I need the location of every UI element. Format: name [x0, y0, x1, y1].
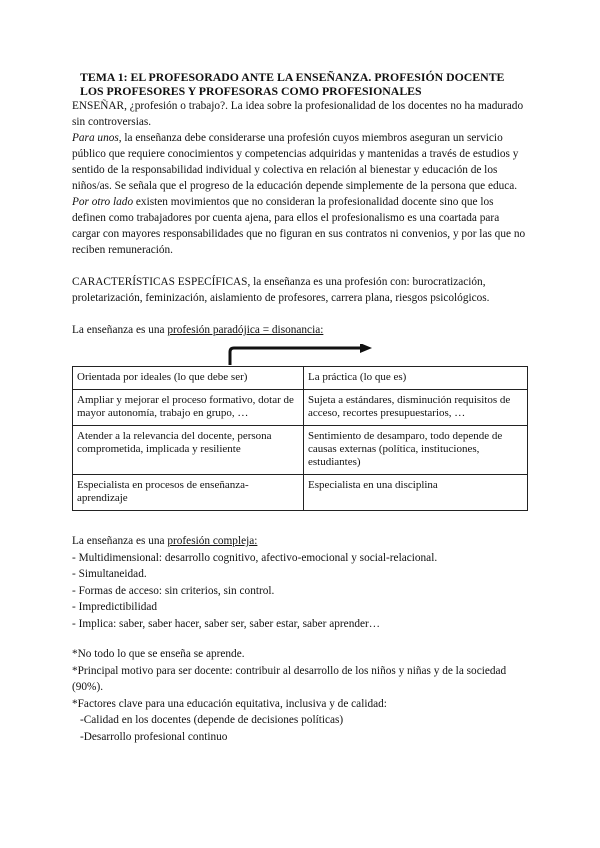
- compleja-heading: [72, 533, 528, 550]
- caracteristicas-paragraph: CARACTERÍSTICAS ESPECÍFICAS, la enseñanza es una profesión con: burocratización, proletarización, feminización, aislamiento de profesores, carrera plana, riesgos psicológicos.: [72, 276, 490, 304]
- otro-lado-text: existen movimientos que no consideran la profesionalidad docente sino que los definen como trabajadores por cuenta ajena, para ellos el profesionalismo es una coartada para cargar con mayores responsabilidades que no figuran en sus contratos ni convenios, y por las que no reciben remuneración.: [72, 196, 526, 256]
- intro-lead: ENSEÑAR, ¿profesión o trabajo?. La idea sobre la profesionalidad de los docentes no ha madurado sin controversias.: [72, 100, 524, 128]
- note-subitem: -Desarrollo profesional continuo: [80, 730, 228, 743]
- para-unos-label: Para unos: [72, 132, 119, 144]
- note-item: *Principal motivo para ser docente: contribuir al desarrollo de los niños y niñas y de la sociedad (90%).: [72, 664, 507, 693]
- para-unos-text: , la enseñanza debe considerarse una profesión cuyos miembros aseguran un servicio público que requiere conocimientos y competencias adquiridas y mantenidas a través de estudios y sentido de la responsabilidad individual y colectiva en relación al bienestar y educación de los niños/as. Se señala que el progreso de la educación depende simplemente de la persona que educa.: [72, 132, 519, 192]
- table-header-ideals: Orientada por ideales (lo que debe ser): [73, 367, 304, 390]
- list-item: - Formas de acceso: sin criterios, sin control.: [72, 584, 275, 597]
- compleja-prefix: La enseñanza es una: [72, 535, 168, 547]
- note-subitem: -Calidad en los docentes (depende de decisiones políticas): [80, 714, 344, 726]
- otro-lado-label: Por otro lado: [72, 196, 134, 208]
- intro-paragraph: [72, 130, 528, 258]
- table-cell: Sujeta a estándares, disminución requisitos de acceso, recortes presupuestarios, …: [304, 390, 528, 426]
- table-cell: Sentimiento de desamparo, todo depende de causas externas (política, instituciones, estudiantes): [304, 426, 528, 475]
- document-page: [72, 70, 528, 745]
- list-item: - Multidimensional: desarrollo cognitivo, afectivo-emocional y social-relacional.: [72, 551, 438, 564]
- table-cell: Especialista en procesos de enseñanza-aprendizaje: [73, 475, 304, 511]
- paradojica-prefix: La enseñanza es una: [72, 324, 168, 336]
- list-item: - Impredictibilidad: [72, 601, 158, 613]
- table-cell: Atender a la relevancia del docente, persona comprometida, implicada y resiliente: [73, 426, 304, 475]
- table-row: [73, 390, 528, 426]
- notes-section: [72, 646, 528, 745]
- curved-arrow-icon: [72, 344, 528, 366]
- paradojica-underlined: profesión paradójica = disonancia:: [167, 324, 324, 336]
- table-row: [73, 426, 528, 475]
- list-item: - Simultaneidad.: [72, 568, 147, 580]
- list-item: - Implica: saber, saber hacer, saber ser, saber estar, saber aprender…: [72, 617, 381, 630]
- compleja-section: [72, 533, 528, 632]
- table-header-row: [73, 367, 528, 390]
- note-item: *No todo lo que se enseña se aprende.: [72, 648, 245, 660]
- paradojica-heading: [72, 322, 528, 338]
- table-cell: Especialista en una disciplina: [304, 475, 528, 511]
- note-item: *Factores clave para una educación equitativa, inclusiva y de calidad:: [72, 697, 387, 710]
- dissonance-table: [72, 366, 528, 511]
- dissonance-arrow: [72, 344, 528, 366]
- page-title: TEMA 1: EL PROFESORADO ANTE LA ENSEÑANZA. PROFESIÓN DOCENTE LOS PROFESORES Y PROFESORAS COMO PROFESIONALES: [80, 70, 505, 98]
- table-row: [73, 475, 528, 511]
- table-cell: Ampliar y mejorar el proceso formativo, dotar de mayor autonomía, trabajo en grupo, …: [73, 390, 304, 426]
- compleja-underlined: profesión compleja:: [167, 535, 258, 547]
- table-header-practice: La práctica (lo que es): [304, 367, 528, 390]
